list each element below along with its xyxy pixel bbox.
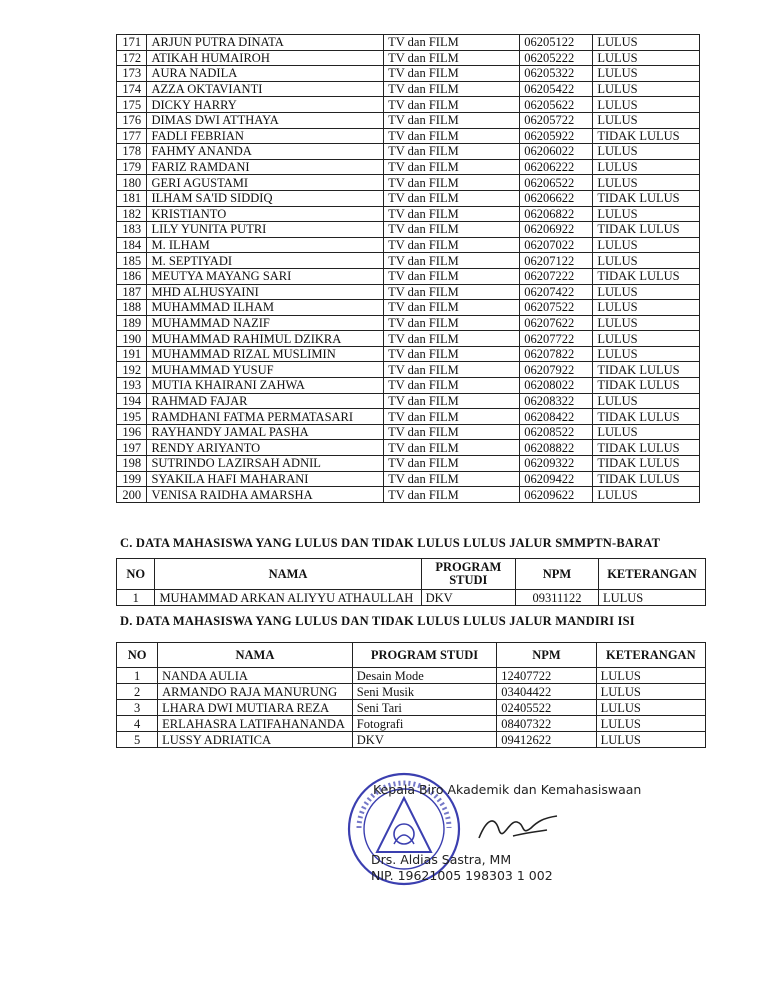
header-npm: NPM [515,559,598,590]
table-row [117,128,700,144]
cell-ket: LULUS [598,590,705,606]
cell-ket: TIDAK LULUS [593,378,700,394]
table-row [117,471,700,487]
cell-ket: LULUS [593,237,700,253]
cell-nama: MUHAMMAD RIZAL MUSLIMIN [147,346,384,362]
cell-nama: MUHAMMAD YUSUF [147,362,384,378]
cell-no: 176 [117,112,147,128]
cell-prodi: TV dan FILM [384,128,520,144]
cell-no: 189 [117,315,147,331]
cell-npm: 12407722 [497,668,596,684]
cell-no: 195 [117,409,147,425]
cell-prodi: TV dan FILM [384,440,520,456]
cell-no: 174 [117,81,147,97]
cell-nama: NANDA AULIA [158,668,353,684]
cell-nama: ILHAM SA'ID SIDDIQ [147,190,384,206]
cell-npm: 06208522 [520,424,593,440]
table-row [117,159,700,175]
cell-ket: LULUS [596,668,705,684]
cell-npm: 06206622 [520,190,593,206]
cell-ket: TIDAK LULUS [593,409,700,425]
table-row [117,300,700,316]
cell-no: 5 [117,732,158,748]
table-row [117,668,706,684]
header-no: NO [117,559,155,590]
cell-nama: VENISA RAIDHA AMARSHA [147,487,384,503]
cell-prodi: TV dan FILM [384,50,520,66]
table-row [117,237,700,253]
table-row [117,35,700,51]
cell-nama: RAMDHANI FATMA PERMATASARI [147,409,384,425]
cell-no: 3 [117,700,158,716]
cell-prodi: TV dan FILM [384,190,520,206]
section-c-title: C. DATA MAHASISWA YANG LULUS DAN TIDAK LULUS LULUS JALUR SMMPTN-BARAT [120,536,661,550]
cell-ket: LULUS [593,206,700,222]
table-row [117,222,700,238]
cell-no: 175 [117,97,147,113]
cell-npm: 03404422 [497,684,596,700]
table-row [117,487,700,503]
cell-no: 181 [117,190,147,206]
signature-block [345,770,675,890]
cell-nama: M. SEPTIYADI [147,253,384,269]
cell-npm: 06207022 [520,237,593,253]
cell-no: 190 [117,331,147,347]
students-table-d [116,642,706,748]
cell-npm: 06207522 [520,300,593,316]
table-row [117,346,700,362]
cell-nama: LUSSY ADRIATICA [158,732,353,748]
table-row [117,456,700,472]
cell-ket: LULUS [593,300,700,316]
cell-nama: ARJUN PUTRA DINATA [147,35,384,51]
cell-npm: 06209422 [520,471,593,487]
cell-prodi: TV dan FILM [384,471,520,487]
cell-no: 186 [117,268,147,284]
cell-npm: 08407322 [497,716,596,732]
cell-no: 180 [117,175,147,191]
cell-nama: DICKY HARRY [147,97,384,113]
cell-nama: MUTIA KHAIRANI ZAHWA [147,378,384,394]
cell-ket: TIDAK LULUS [593,440,700,456]
cell-no: 199 [117,471,147,487]
cell-no: 200 [117,487,147,503]
cell-ket: LULUS [593,97,700,113]
table-row [117,424,700,440]
header-nama: NAMA [158,643,353,668]
cell-no: 177 [117,128,147,144]
cell-no: 182 [117,206,147,222]
cell-no: 172 [117,50,147,66]
cell-nama: MUHAMMAD NAZIF [147,315,384,331]
cell-prodi: TV dan FILM [384,237,520,253]
cell-npm: 06207122 [520,253,593,269]
cell-ket: LULUS [593,346,700,362]
header-ket: KETERANGAN [596,643,705,668]
cell-nama: GERI AGUSTAMI [147,175,384,191]
cell-npm: 06207722 [520,331,593,347]
cell-ket: LULUS [593,66,700,82]
cell-nama: MUHAMMAD ARKAN ALIYYU ATHAULLAH [155,590,421,606]
section-d-title: D. DATA MAHASISWA YANG LULUS DAN TIDAK LULUS LULUS JALUR MANDIRI ISI [120,614,635,628]
cell-prodi: TV dan FILM [384,35,520,51]
cell-ket: TIDAK LULUS [593,268,700,284]
cell-nama: MEUTYA MAYANG SARI [147,268,384,284]
header-prodi: PROGRAM STUDI [421,559,515,590]
cell-prodi: TV dan FILM [384,456,520,472]
signature-nip: NIP. 19621005 198303 1 002 [371,868,553,883]
header-no: NO [117,643,158,668]
cell-prodi: TV dan FILM [384,159,520,175]
cell-ket: LULUS [593,144,700,160]
cell-ket: TIDAK LULUS [593,456,700,472]
cell-no: 1 [117,668,158,684]
cell-nama: ERLAHASRA LATIFAHANANDA [158,716,353,732]
cell-npm: 06208022 [520,378,593,394]
cell-nama: RENDY ARIYANTO [147,440,384,456]
cell-ket: LULUS [596,700,705,716]
cell-prodi: TV dan FILM [384,315,520,331]
cell-nama: LILY YUNITA PUTRI [147,222,384,238]
cell-no: 184 [117,237,147,253]
cell-ket: LULUS [593,35,700,51]
signature-title: Kepala Biro Akademik dan Kemahasiswaan [373,782,642,797]
cell-ket: TIDAK LULUS [593,190,700,206]
cell-ket: LULUS [593,315,700,331]
cell-no: 187 [117,284,147,300]
cell-nama: MUHAMMAD RAHIMUL DZIKRA [147,331,384,347]
cell-prodi: TV dan FILM [384,409,520,425]
cell-prodi: Seni Tari [352,700,496,716]
students-table-c [116,558,706,606]
cell-npm: 06208322 [520,393,593,409]
cell-npm: 06206522 [520,175,593,191]
cell-npm: 06208822 [520,440,593,456]
cell-nama: M. ILHAM [147,237,384,253]
cell-npm: 02405522 [497,700,596,716]
cell-ket: LULUS [593,253,700,269]
cell-no: 196 [117,424,147,440]
table-row [117,362,700,378]
table-row [117,315,700,331]
table-row [117,175,700,191]
table-row [117,732,706,748]
cell-ket: TIDAK LULUS [593,362,700,378]
cell-no: 185 [117,253,147,269]
cell-no: 178 [117,144,147,160]
cell-ket: LULUS [593,81,700,97]
cell-prodi: Desain Mode [352,668,496,684]
cell-prodi: TV dan FILM [384,284,520,300]
cell-nama: MHD ALHUSYAINI [147,284,384,300]
table-row [117,66,700,82]
table-row [117,716,706,732]
cell-npm: 06205422 [520,81,593,97]
cell-npm: 06205622 [520,97,593,113]
cell-prodi: Seni Musik [352,684,496,700]
signature-name: Drs. Aldias Sastra, MM [371,852,512,867]
table-row [117,112,700,128]
cell-npm: 06206822 [520,206,593,222]
cell-no: 193 [117,378,147,394]
cell-nama: SYAKILA HAFI MAHARANI [147,471,384,487]
table-header-row [117,643,706,668]
cell-no: 1 [117,590,155,606]
table-row [117,268,700,284]
cell-npm: 06205722 [520,112,593,128]
table-row [117,190,700,206]
cell-ket: LULUS [593,331,700,347]
cell-npm: 06209322 [520,456,593,472]
cell-no: 194 [117,393,147,409]
cell-npm: 06207422 [520,284,593,300]
cell-npm: 06206922 [520,222,593,238]
header-npm: NPM [497,643,596,668]
cell-no: 198 [117,456,147,472]
cell-ket: LULUS [593,487,700,503]
cell-ket: LULUS [593,424,700,440]
cell-no: 2 [117,684,158,700]
cell-nama: AZZA OKTAVIANTI [147,81,384,97]
cell-ket: LULUS [593,393,700,409]
cell-no: 183 [117,222,147,238]
cell-prodi: TV dan FILM [384,222,520,238]
cell-npm: 06207822 [520,346,593,362]
table-row [117,590,706,606]
cell-prodi: TV dan FILM [384,362,520,378]
cell-ket: LULUS [596,684,705,700]
table-row [117,97,700,113]
cell-ket: LULUS [593,50,700,66]
cell-ket: LULUS [596,716,705,732]
cell-nama: MUHAMMAD ILHAM [147,300,384,316]
cell-nama: KRISTIANTO [147,206,384,222]
cell-no: 191 [117,346,147,362]
cell-nama: DIMAS DWI ATTHAYA [147,112,384,128]
cell-prodi: TV dan FILM [384,378,520,394]
cell-npm: 06209622 [520,487,593,503]
cell-prodi: DKV [352,732,496,748]
signature-scribble [473,808,563,848]
cell-nama: LHARA DWI MUTIARA REZA [158,700,353,716]
cell-npm: 06205922 [520,128,593,144]
cell-no: 197 [117,440,147,456]
cell-nama: AURA NADILA [147,66,384,82]
cell-npm: 06207222 [520,268,593,284]
table-row [117,684,706,700]
cell-prodi: TV dan FILM [384,81,520,97]
cell-nama: RAYHANDY JAMAL PASHA [147,424,384,440]
cell-nama: FARIZ RAMDANI [147,159,384,175]
cell-no: 4 [117,716,158,732]
cell-ket: TIDAK LULUS [593,222,700,238]
cell-npm: 09412622 [497,732,596,748]
table-row [117,206,700,222]
cell-ket: LULUS [593,175,700,191]
cell-ket: LULUS [593,159,700,175]
cell-nama: FAHMY ANANDA [147,144,384,160]
table-row [117,409,700,425]
cell-prodi: TV dan FILM [384,487,520,503]
cell-prodi: Fotografi [352,716,496,732]
table-row [117,253,700,269]
table-row [117,144,700,160]
cell-ket: TIDAK LULUS [593,471,700,487]
cell-nama: ATIKAH HUMAIROH [147,50,384,66]
table-row [117,378,700,394]
header-ket: KETERANGAN [598,559,705,590]
cell-prodi: TV dan FILM [384,97,520,113]
cell-no: 188 [117,300,147,316]
cell-npm: 09311122 [515,590,598,606]
table-row [117,393,700,409]
cell-prodi: TV dan FILM [384,175,520,191]
cell-prodi: TV dan FILM [384,253,520,269]
cell-prodi: TV dan FILM [384,112,520,128]
cell-no: 192 [117,362,147,378]
cell-prodi: DKV [421,590,515,606]
table-row [117,284,700,300]
cell-prodi: TV dan FILM [384,300,520,316]
table-row [117,331,700,347]
table-row [117,81,700,97]
cell-nama: ARMANDO RAJA MANURUNG [158,684,353,700]
cell-ket: LULUS [596,732,705,748]
cell-npm: 06208422 [520,409,593,425]
table-row [117,700,706,716]
cell-prodi: TV dan FILM [384,346,520,362]
cell-prodi: TV dan FILM [384,424,520,440]
cell-prodi: TV dan FILM [384,206,520,222]
cell-prodi: TV dan FILM [384,331,520,347]
cell-npm: 06206222 [520,159,593,175]
cell-no: 173 [117,66,147,82]
cell-prodi: TV dan FILM [384,268,520,284]
cell-nama: SUTRINDO LAZIRSAH ADNIL [147,456,384,472]
cell-npm: 06206022 [520,144,593,160]
header-nama: NAMA [155,559,421,590]
cell-nama: RAHMAD FAJAR [147,393,384,409]
cell-ket: LULUS [593,112,700,128]
cell-npm: 06205322 [520,66,593,82]
cell-ket: TIDAK LULUS [593,128,700,144]
cell-no: 171 [117,35,147,51]
cell-prodi: TV dan FILM [384,66,520,82]
cell-npm: 06207622 [520,315,593,331]
cell-prodi: TV dan FILM [384,144,520,160]
table-row [117,440,700,456]
header-prodi: PROGRAM STUDI [352,643,496,668]
cell-npm: 06207922 [520,362,593,378]
cell-prodi: TV dan FILM [384,393,520,409]
cell-npm: 06205222 [520,50,593,66]
students-table-a [116,34,700,503]
cell-ket: LULUS [593,284,700,300]
cell-nama: FADLI FEBRIAN [147,128,384,144]
table-row [117,50,700,66]
table-header-row [117,559,706,590]
cell-no: 179 [117,159,147,175]
cell-npm: 06205122 [520,35,593,51]
